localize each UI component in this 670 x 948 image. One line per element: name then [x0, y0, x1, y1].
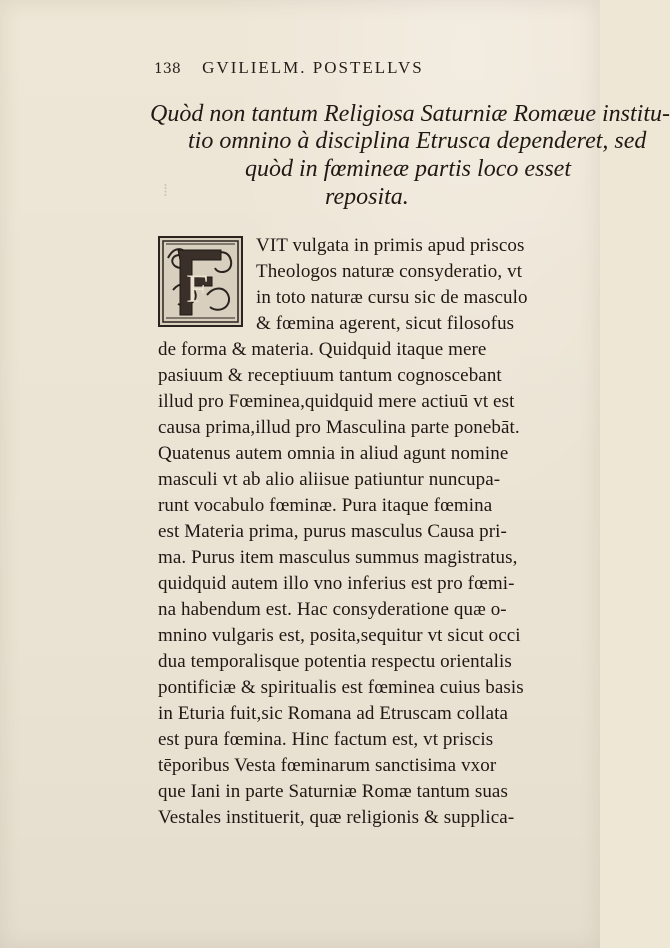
title-line: reposita. [325, 184, 409, 210]
title-line: Quòd non tantum Religiosa Saturniæ Romæue institu- [150, 101, 670, 127]
running-head: GVILIELM. POSTELLVS [202, 58, 424, 77]
text-line: pasiuum & receptiuum tantum cognoscebant [158, 365, 502, 386]
text-line: Theologos naturæ consyderatio, vt [256, 261, 523, 282]
text-line: que Iani in parte Saturniæ Romæ tantum suas [158, 781, 508, 802]
text-line: est pura fœmina. Hinc factum est, vt priscis [158, 729, 494, 750]
text-line: in Eturia fuit,sic Romana ad Etruscam collata [158, 703, 509, 724]
text-line: masculi vt ab alio aliisue patiuntur nuncupa- [158, 469, 501, 490]
text-line: VIT vulgata in primis apud priscos [256, 235, 525, 256]
text-line: illud pro Fœminea,quidquid mere actiuū vt est [158, 391, 515, 412]
text-line: Vestales instituerit, quæ religionis & supplica- [158, 807, 515, 828]
text-line: causa prima,illud pro Masculina parte ponebāt. [158, 417, 520, 438]
ornamental-initial-icon [160, 238, 241, 325]
bleed-through-mark: ⁞ [163, 180, 169, 200]
text-line: Quatenus autem omnia in aliud agunt nomine [158, 443, 509, 464]
text-line: ma. Purus item masculus summus magistratus, [158, 547, 518, 568]
page-number: 138 [154, 61, 181, 77]
text-line: runt vocabulo fœminæ. Pura itaque fœmina [158, 495, 493, 516]
page-header [154, 54, 574, 82]
text-line: & fœmina agerent, sicut filosofus [256, 313, 515, 334]
title-line: tio omnino à disciplina Etrusca dependeret, sed [188, 128, 647, 154]
text-line: na habendum est. Hac consyderatione quæ o- [158, 599, 507, 620]
text-line: de forma & materia. Quidquid itaque mere [158, 339, 487, 360]
text-line: quidquid autem illo vno inferius est pro fœmi- [158, 573, 515, 594]
text-line: est Materia prima, purus masculus Causa pri- [158, 521, 507, 542]
ornamental-initial [158, 236, 243, 327]
title-line: quòd in fœmineæ partis loco esset [245, 156, 571, 182]
text-line: tēporibus Vesta fœminarum sanctisima vxor [158, 755, 497, 776]
text-line: in toto naturæ cursu sic de masculo [256, 287, 528, 308]
text-line: dua temporalisque potentia respectu orientalis [158, 651, 512, 672]
text-line: mnino vulgaris est, posita,sequitur vt sicut occi [158, 625, 521, 646]
text-line: pontificiæ & spiritualis est fœminea cuius basis [158, 677, 524, 698]
initial-letter-text: F [186, 266, 209, 311]
